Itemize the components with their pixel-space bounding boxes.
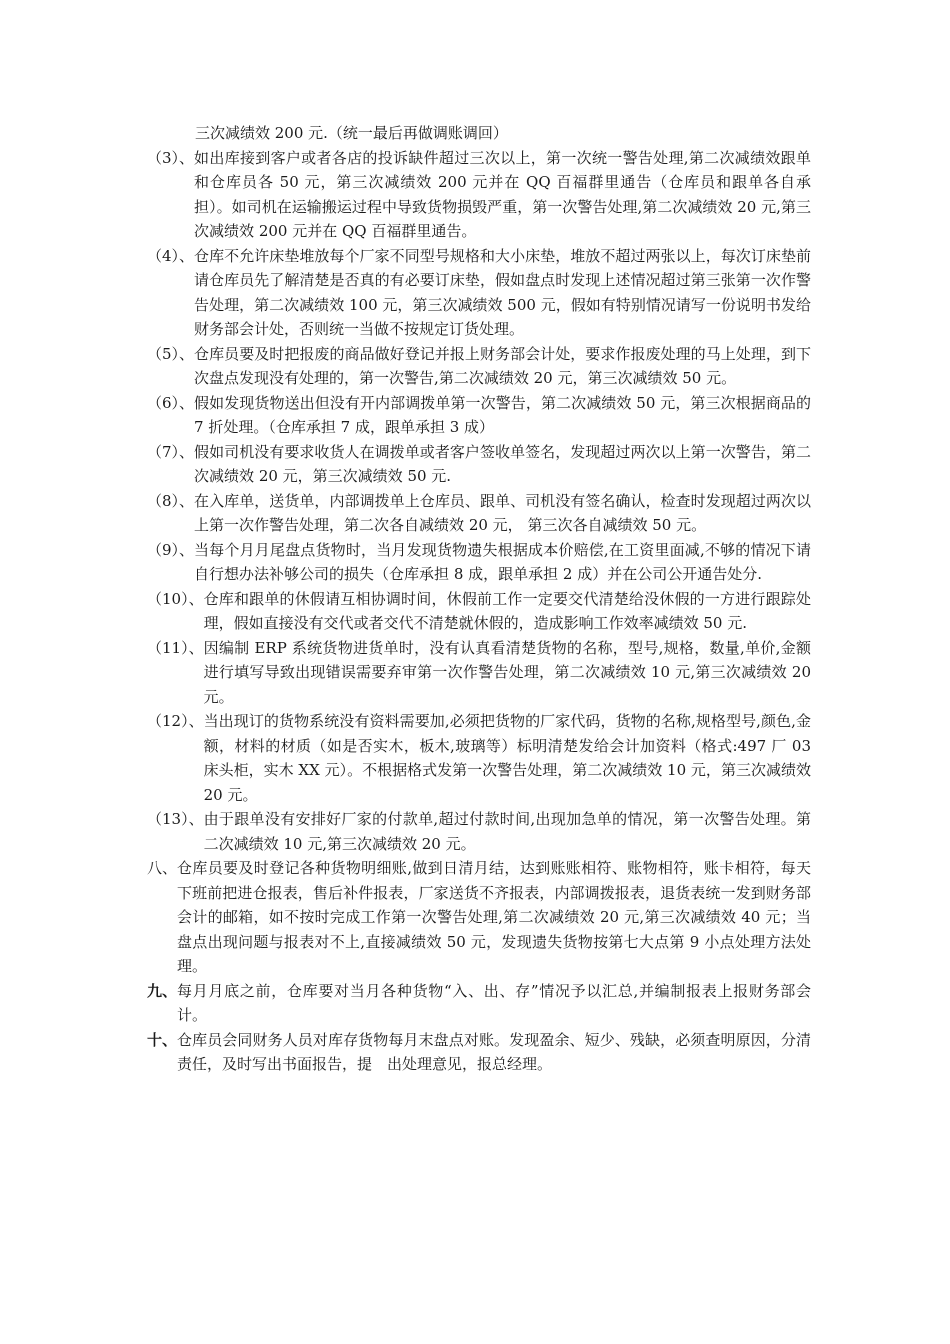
list-item <box>147 856 811 979</box>
item-marker: （13）、 <box>147 810 204 828</box>
list-item <box>147 489 811 538</box>
list-item <box>147 979 811 1028</box>
item-text: 假如发现货物送出但没有开内部调拨单第一次警告，第二次减绩效 50 元，第三次根据商品的 7 折处理。（仓库承担 7 成，跟单承担 3 成） <box>194 393 811 436</box>
item-text: 在入库单，送货单，内部调拨单上仓库员、跟单、司机没有签名确认，检查时发现超过两次以上第一次作警告处理，第二次各自减绩效 20 元， 第三次各自减绩效 50 元。 <box>194 491 811 534</box>
list-item <box>147 709 811 807</box>
item-text: 如出库接到客户或者各店的投诉缺件超过三次以上，第一次统一警告处理,第二次减绩效跟单和仓库员各 50 元，第三次减绩效 200 元并在 QQ 百福群里通告（仓库员和跟单各自承担）。如司机在运输搬运过程中导致货物损毁严重，第一次警告处理,第二次减绩效 20 元,第三次减绩效 200 元并在 QQ 百福群里通告。 <box>194 148 811 240</box>
section-marker: 九、 <box>147 981 178 1000</box>
section-text: 每月月底之前，仓库要对当月各种货物“入、出、存”情况予以汇总,并编制报表上报财务部会计。 <box>177 981 811 1024</box>
section-marker: 十、 <box>147 1030 178 1049</box>
list-item <box>147 587 811 636</box>
item-marker: （8）、 <box>147 491 195 510</box>
lead-line: 三次减绩效 200 元.（统一最后再做调账调回） <box>195 124 508 142</box>
list-item <box>147 807 811 856</box>
list-item <box>147 244 811 342</box>
item-marker: （3）、 <box>147 148 195 167</box>
list-item <box>147 440 811 489</box>
list-item <box>147 1028 811 1077</box>
item-text: 仓库和跟单的休假请互相协调时间，休假前工作一定要交代清楚给没休假的一方进行跟踪处理，假如直接没有交代或者交代不清楚就休假的，造成影响工作效率减绩效 50 元. <box>203 589 811 632</box>
list-item <box>147 391 811 440</box>
item-text: 由于跟单没有安排好厂家的付款单,超过付款时间,出现加急单的情况，第一次警告处理。第二次减绩效 10 元,第三次减绩效 20 元。 <box>203 810 811 853</box>
item-marker: （9）、 <box>147 540 195 559</box>
section-text: 仓库员会同财务人员对库存货物每月末盘点对账。发现盈余、短少、残缺，必须查明原因，分清责任，及时写出书面报告，提 出处理意见，报总经理。 <box>177 1030 811 1073</box>
item-marker: （4）、 <box>147 246 195 265</box>
item-marker: （11）、 <box>147 638 204 657</box>
section-text: 仓库员要及时登记各种货物明细账,做到日清月结，达到账账相符、账物相符，账卡相符，每天下班前把进仓报表，售后补件报表，厂家送货不齐报表，内部调拨报表，退货表统一发到财务部会计的邮箱，如不按时完成工作第一次警告处理,第二次减绩效 20 元,第三次减绩效 40 元；当盘点出现问题与报表对不上,直接减绩效 50 元，发现遗失货物按第七大点第 9 小点处理方法处理。 <box>177 859 811 975</box>
document-body <box>147 121 811 1077</box>
item-marker: （7）、 <box>147 442 195 461</box>
item-text: 仓库员要及时把报废的商品做好登记并报上财务部会计处，要求作报废处理的马上处理，到下次盘点发现没有处理的，第一次警告,第二次减绩效 20 元，第三次减绩效 50 元。 <box>194 344 811 387</box>
list-item <box>147 636 811 710</box>
item-text: 当每个月月尾盘点货物时，当月发现货物遗失根据成本价赔偿,在工资里面减,不够的情况下请自行想办法补够公司的损失（仓库承担 8 成，跟单承担 2 成）并在公司公开通告处分. <box>194 540 811 583</box>
item-marker: （5）、 <box>147 344 195 363</box>
item-text: 仓库不允许床垫堆放每个厂家不同型号规格和大小床垫，堆放不超过两张以上，每次订床垫前请仓库员先了解清楚是否真的有必要订床垫，假如盘点时发现上述情况超过第三张第一次作警告处理，第二次减绩效 100 元，第三次减绩效 500 元，假如有特别情况请写一份说明书发给财务部会计处，否则统一当做不按规定订货处理。 <box>194 246 811 338</box>
item-text: 当出现订的货物系统没有资料需要加,必须把货物的厂家代码，货物的名称,规格型号,颜色,金额，材料的材质（如是否实木，板木,玻璃等）标明清楚发给会计加资料（格式:497 厂 03 床头柜，实木 XX 元）。不根据格式发第一次警告处理，第二次减绩效 10 元，第三次减绩效 20 元。 <box>203 712 811 804</box>
list-item <box>147 342 811 391</box>
item-marker: （12）、 <box>147 712 204 730</box>
item-text: 假如司机没有要求收货人在调拨单或者客户签收单签名，发现超过两次以上第一次警告，第二次减绩效 20 元，第三次减绩效 50 元. <box>194 442 811 485</box>
list-item <box>147 146 811 244</box>
section-marker: 八、 <box>147 859 178 877</box>
item-text: 因编制 ERP 系统货物进货单时，没有认真看清楚货物的名称，型号,规格，数量,单价,金额进行填写导致出现错误需要弃审第一次作警告处理，第二次减绩效 10 元,第三次减绩效 20 元。 <box>203 638 811 706</box>
item-marker: （6）、 <box>147 393 195 412</box>
item-marker: （10）、 <box>147 589 204 608</box>
list-item <box>147 538 811 587</box>
